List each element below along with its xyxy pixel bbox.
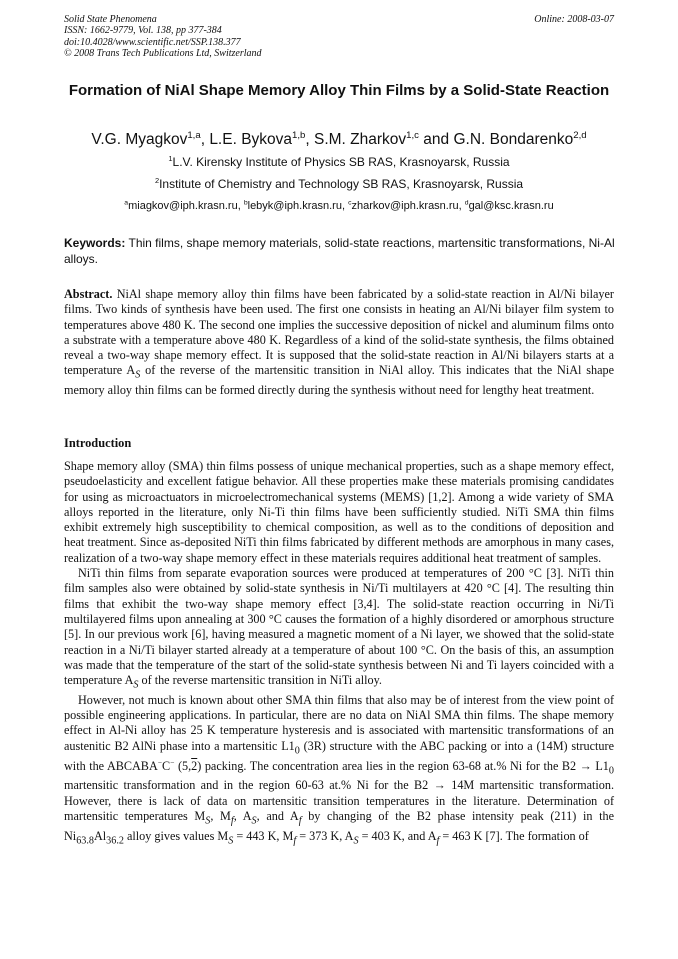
author-name: S.M. Zharkov bbox=[314, 131, 407, 148]
paragraph-text: , M bbox=[210, 808, 231, 823]
email-separator: , bbox=[458, 200, 465, 212]
author-separator: , bbox=[305, 131, 314, 148]
keywords-text: Thin films, shape memory materials, solid-state reactions, martensitic transformations, Ni-Al alloys. bbox=[64, 236, 615, 266]
journal-name: Solid State Phenomena bbox=[64, 14, 157, 25]
journal-doi: doi:10.4028/www.scientific.net/SSP.138.377 bbox=[64, 36, 241, 48]
author-name: G.N. Bondarenko bbox=[453, 131, 574, 148]
subscript: 0 bbox=[608, 764, 614, 776]
abstract-text: NiAl shape memory alloy thin films have been fabricated by a solid-state reaction in Al/Ni bilayer films. Two kinds of synthesis have been used. The first one consists in heating an Al/Ni bilayer film system to temperatures above 480 K. The second one implies the successive deposition of nickel and aluminum films onto a substrate with a temperature above 480 K. Regardless of a kind of the solid-state synthesis, the films obtained reveal a two-way shape memory effect. It is supposed that the solid-state reaction in Al/Ni bilayers starts at a temperature A bbox=[64, 287, 614, 378]
affiliation-text: Institute of Chemistry and Technology SB RAS, Krasnoyarsk, Russia bbox=[159, 177, 524, 191]
subscript: S bbox=[228, 835, 234, 847]
paragraph-text: martensitic transformation and in the region 60-63 at.% Ni for the B2 → 14M martensitic transformation. However, there is lack of data on martensitic transition temperatures in the literature. Determination of martensitic temperatures M bbox=[64, 778, 614, 823]
email-address[interactable]: miagkov@iph.krasn.ru bbox=[128, 200, 238, 212]
email-marker: a bbox=[124, 199, 129, 207]
affiliation-number: 1 bbox=[168, 154, 173, 163]
email-marker: d bbox=[464, 199, 469, 207]
email-address[interactable]: zharkov@iph.krasn.ru bbox=[351, 200, 459, 212]
subscript: S bbox=[205, 815, 211, 827]
paper-title: Formation of NiAl Shape Memory Alloy Thin Films by a Solid-State Reaction bbox=[68, 82, 610, 99]
paragraph-text: , A bbox=[233, 808, 252, 823]
superscript: − bbox=[170, 757, 175, 767]
abstract-text: of the reverse of the martensitic transition in NiAl alloy. This indicates that the NiAl shape memory alloy thin films can be formed directly during the synthesis without need for lengthy heat treatment. bbox=[64, 363, 614, 398]
paragraph: Shape memory alloy (SMA) thin films possess of unique mechanical properties, such as a shape memory effect, pseudoelasticity and excellent fatigue behavior. All these properties make these materials promising candidates for using as microactuators in microelectromechanical systems (MEMS) [1,2]. Among a wide variety of SMA alloys reported in the literature, only Ni-Ti thin films have been sufficiently studied. NiTi SMA thin films exhibit extremely high susceptibility to chemical composition, as well as to the conditions of deposition and heat treatment. Since as-deposited NiTi thin films fabricated by different methods are amorphous in many cases, realization of a two-way shape memory effect in these materials requires additional heat treatment of samples. bbox=[64, 459, 614, 565]
author-affil-marker: 1,b bbox=[292, 129, 306, 141]
affiliation-2 bbox=[40, 177, 638, 192]
journal-header bbox=[64, 14, 262, 60]
author-separator: and bbox=[418, 131, 454, 148]
subscript: f bbox=[230, 815, 234, 827]
paragraph-text: = 463 K [7]. The formation of bbox=[439, 828, 589, 843]
online-date: Online: 2008-03-07 bbox=[534, 14, 614, 25]
affiliation-number: 2 bbox=[154, 176, 160, 185]
author-separator: , bbox=[200, 131, 210, 148]
superscript: − bbox=[157, 757, 163, 767]
subscript: f bbox=[436, 835, 440, 847]
paragraph-text: NiTi thin films from separate evaporation sources were produced at temperatures of 200 °C [3]. NiTi thin film samples also were obtained by solid-state synthesis in Ni/Ti multilayers at 420 °C [4]. The resulting thin films that exhibit the two-way shape memory effect [3,4]. The solid-state reaction occurring in Ni/Ti multilayered films upon annealing at 300 °C causes the formation of a highly disordered or amorphous structure [5]. In our previous work [6], having measured a magnetic moment of a Ni layer, we showed that the solid-state reaction in a Ni/Ti bilayer started already at a temperature of about 100 °C. On the basis of this, an assumption was made that the temperature of the start of the solid-state synthesis between Ni and Ti layers coincided with a temperature A bbox=[64, 566, 614, 688]
paragraph-text: = 403 K, and A bbox=[358, 828, 437, 843]
paragraph-text: Al bbox=[93, 828, 107, 843]
paragraph-text: (3R) structure with the ABC packing or into a (14M) structure with the ABCABA bbox=[64, 738, 614, 773]
paragraph-text: of the reverse martensitic transition in NiTi alloy. bbox=[138, 673, 382, 688]
paragraph-text: = 443 K, M bbox=[233, 828, 294, 843]
email-separator: , bbox=[237, 200, 244, 212]
subscript: 63.8 bbox=[76, 835, 94, 847]
paragraph-text: C bbox=[162, 758, 171, 773]
email-address[interactable]: gal@ksc.krasn.ru bbox=[468, 200, 554, 212]
email-marker: b bbox=[243, 199, 248, 207]
subscript: f bbox=[298, 815, 302, 827]
subscript: 0 bbox=[294, 745, 300, 757]
paragraph-text: , and A bbox=[256, 808, 299, 823]
affiliation-text: L.V. Kirensky Institute of Physics SB RAS, Krasnoyarsk, Russia bbox=[172, 155, 510, 169]
subscript: f bbox=[293, 835, 297, 847]
author-name: L.E. Bykova bbox=[209, 131, 293, 148]
affiliation-1 bbox=[40, 155, 638, 170]
introduction-body bbox=[64, 459, 614, 848]
keywords-label: Keywords: bbox=[64, 236, 126, 250]
paragraph-text: by changing of the B2 phase intensity peak (211) in the Ni bbox=[64, 808, 614, 843]
paragraph-text: = 373 K, A bbox=[296, 828, 354, 843]
keywords bbox=[64, 236, 615, 267]
email-list bbox=[40, 199, 638, 213]
section-heading-introduction: Introduction bbox=[64, 436, 132, 450]
subscript: 36.2 bbox=[106, 835, 124, 847]
email-separator: , bbox=[341, 200, 349, 212]
paragraph-text: However, not much is known about other SMA thin films that also may be of interest from the view point of possible engineering applications. In particular, there are no data on NiAl SMA thin films. The shape memory effect in Al-Ni alloy has 25 K temperature hysteresis and is associated with martensitic transformations of an austenitic B2 AlNi phase into a martensitic L1 bbox=[64, 692, 614, 753]
paragraph-text: (5, bbox=[174, 758, 192, 773]
author-affil-marker: 1,a bbox=[187, 129, 201, 141]
paragraph bbox=[64, 693, 614, 848]
overlined-digit: 2 bbox=[191, 758, 198, 773]
author-affil-marker: 1,c bbox=[406, 129, 419, 141]
author-affil-marker: 2,d bbox=[573, 129, 587, 141]
paragraph-text: alloy gives values M bbox=[123, 828, 229, 843]
email-marker: c bbox=[348, 199, 352, 207]
journal-issn: ISSN: 1662-9779, Vol. 138, pp 377-384 bbox=[64, 25, 222, 37]
subscript: S bbox=[135, 369, 141, 381]
abstract bbox=[64, 287, 614, 399]
email-address[interactable]: lebyk@iph.krasn.ru bbox=[247, 200, 342, 212]
journal-copyright: © 2008 Trans Tech Publications Ltd, Switzerland bbox=[64, 48, 262, 60]
abstract-label: Abstract. bbox=[64, 287, 113, 301]
subscript: S bbox=[251, 815, 257, 827]
author-name: V.G. Myagkov bbox=[91, 131, 188, 148]
subscript: S bbox=[133, 679, 139, 691]
subscript: S bbox=[353, 835, 359, 847]
author-list bbox=[40, 130, 638, 150]
paragraph bbox=[64, 566, 614, 693]
paragraph-text: ) packing. The concentration area lies in the region 63-68 at.% Ni for the B2 → L1 bbox=[197, 758, 609, 773]
